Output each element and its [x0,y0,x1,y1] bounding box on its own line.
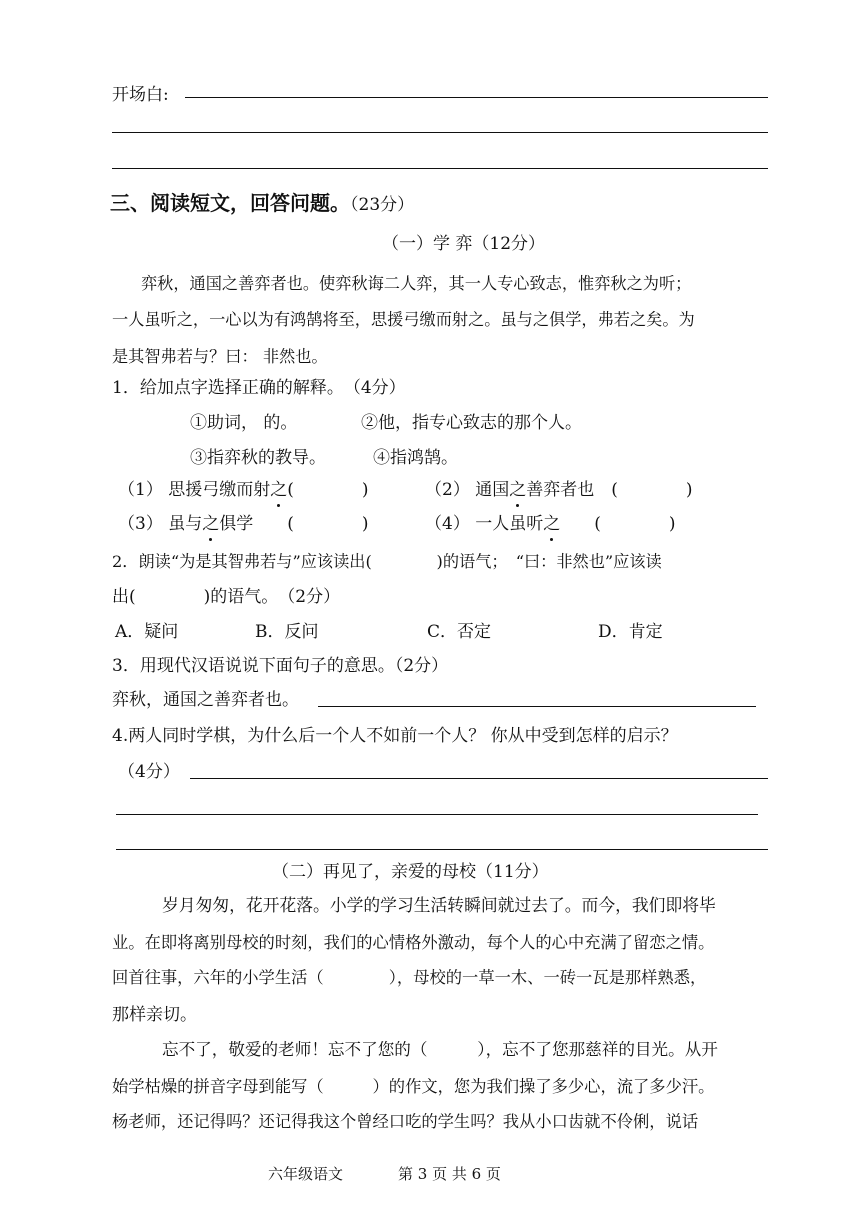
footer-subject: 六年级语文 [268,1165,344,1183]
answer-line[interactable] [190,778,768,779]
q1-option: ④指鸿鹄。 [373,448,458,468]
dotted-char: 之 [543,514,561,534]
passage1-line: 弈秋，通国之善弈者也。使弈秋诲二人弈，其一人专心致志，惟弈秋之为听； [141,274,692,293]
q1-item [118,479,369,501]
item-text: 虽与 [168,514,203,534]
answer-blank[interactable]: ( ) [560,514,676,534]
passage2-line: 岁月匆匆，花开花落。小学的学习生活转瞬间就过去了。而今，我们即将毕 [162,895,716,915]
dotted-char: 之 [509,480,527,500]
dotted-char: 之 [270,480,288,500]
dotted-char: 之 [202,514,220,534]
passage2-line: 回首往事，六年的小学生活（ ），母校的一草一木、一砖一瓦是那样熟悉， [112,968,707,987]
answer-blank[interactable]: 善弈者也 ( ) [526,480,693,500]
q1-option: ①助词， 的。 [190,413,298,433]
q4-stem: 4.两人同时学棋，为什么后一个人不如前一个人？ 你从中受到怎样的启示？ [112,726,678,746]
q1-option: ②他，指专心致志的那个人。 [361,413,582,433]
passage1-title: （一）学 弈（12分） [382,234,546,254]
answer-line[interactable] [185,97,768,98]
passage1-line: 一人虽听之，一心以为有鸿鹄将至，思援弓缴而射之。虽与之俱学，弗若之矣。为 [112,310,695,329]
passage2-line: 业。在即将离别母校的时刻，我们的心情格外激动，每个人的心中充满了留恋之情。 [112,933,715,952]
q1-item [425,513,676,535]
item-text: 思援弓缴而射 [168,480,271,500]
item-text: 通国 [475,480,510,500]
q2-choice[interactable]: B．反问 [255,622,319,642]
q1-item [425,479,693,501]
item-number: （3） [118,514,163,534]
footer-page-number: 第 3 页 共 6 页 [398,1165,501,1183]
opening-label: 开场白: [112,85,169,105]
section-title: 三、阅读短文，回答问题。 [110,191,350,215]
passage2-line: 忘不了，敬爱的老师！忘不了您的（ ），忘不了您那慈祥的目光。从开 [162,1040,718,1059]
answer-line[interactable] [318,706,756,707]
item-number: （2） [425,480,470,500]
q1-option: ③指弈秋的教导。 [190,448,326,468]
passage2-line: 杨老师，还记得吗？还记得我这个曾经口吃的学生吗？我从小口齿就不伶俐，说话 [112,1112,699,1131]
answer-line[interactable] [116,849,768,850]
q2-choice[interactable]: D．肯定 [598,622,663,642]
q1-stem: 1．给加点字选择正确的解释。 （4分） [112,378,406,398]
q2-choice[interactable]: A．疑问 [115,622,179,642]
q2-line: 出( )的语气。 （2分） [112,587,341,607]
q1-item [118,513,369,535]
q4-score: （4分） [118,762,180,782]
section-heading [110,192,414,216]
answer-blank[interactable]: 俱学 ( ) [219,514,369,534]
item-number: （4） [425,514,470,534]
passage2-title: （二）再见了，亲爱的母校（11分） [272,862,549,882]
item-text: 一人虽听 [475,514,544,534]
item-number: （1） [118,480,163,500]
q3-stem: 3．用现代汉语说说下面句子的意思。（2分） [112,656,449,676]
answer-line[interactable] [112,132,768,133]
q2-choice[interactable]: C．否定 [427,622,492,642]
q3-sentence: 弈秋，通国之善弈者也。 [112,690,299,710]
section-score: （23分） [350,195,415,215]
passage2-line: 那样亲切。 [112,1005,197,1025]
passage1-line: 是其智弗若与？曰： 非然也。 [112,347,328,366]
answer-line[interactable] [116,814,758,815]
q2-line: 2．朗读“为是其智弗若与”应该读出( )的语气； “曰：非然也”应该读 [112,552,662,571]
answer-blank[interactable]: ( ) [287,480,369,500]
passage2-line: 始学枯燥的拼音字母到能写（ ）的作文，您为我们操了多少心，流了多少汗。 [112,1077,715,1096]
answer-line[interactable] [112,168,768,169]
